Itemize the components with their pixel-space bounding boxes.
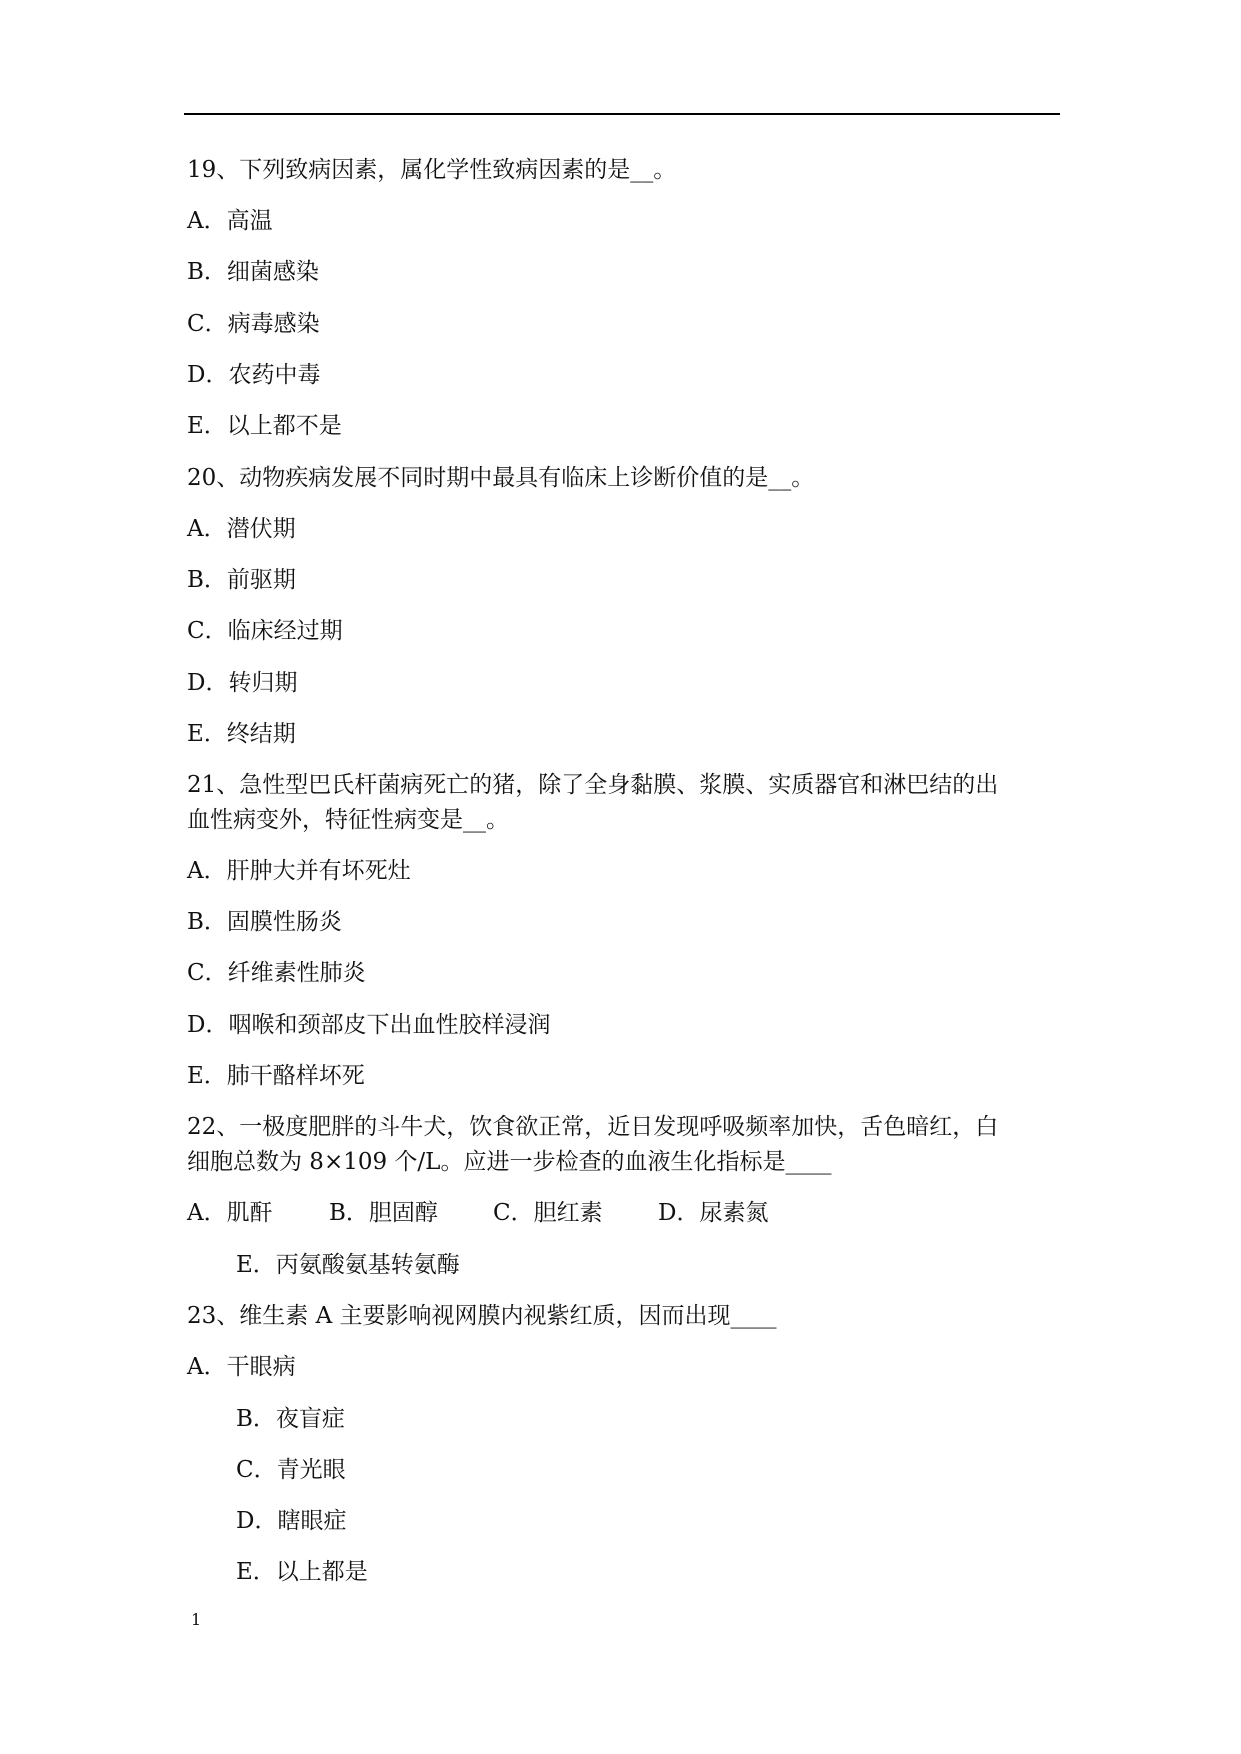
- option-e: E．丙氨酸氨基转氨酶: [236, 1252, 460, 1278]
- option-a: A．潜伏期: [187, 516, 296, 542]
- option-d: D．尿素氮: [658, 1200, 769, 1226]
- option-a: A．肝肿大并有坏死灶: [187, 858, 411, 884]
- header-rule: [184, 113, 1060, 115]
- question-stem-line-1: 21、急性型巴氏杆菌病死亡的猪，除了全身黏膜、浆膜、实质器官和淋巴结的出: [187, 772, 999, 798]
- option-c: C．青光眼: [236, 1457, 346, 1483]
- option-c: C．病毒感染: [187, 311, 320, 337]
- option-c: C．临床经过期: [187, 618, 343, 644]
- option-b: B．前驱期: [187, 567, 296, 593]
- option-b: B．固膜性肠炎: [187, 909, 342, 935]
- question-stem-line-2: 细胞总数为 8×109 个/L。应进一步检查的血液生化指标是____: [187, 1149, 832, 1175]
- option-d: D．瞎眼症: [236, 1508, 347, 1534]
- option-a: A．肌酐: [187, 1200, 273, 1226]
- option-b: B．夜盲症: [236, 1406, 345, 1432]
- option-b: B．胆固醇: [329, 1200, 438, 1226]
- option-d: D．农药中毒: [187, 362, 321, 388]
- option-a: A．干眼病: [187, 1354, 296, 1380]
- option-e: E．以上都不是: [187, 413, 342, 439]
- question-stem: 20、动物疾病发展不同时期中最具有临床上诊断价值的是__。: [187, 465, 815, 491]
- option-c: C．胆红素: [493, 1200, 603, 1226]
- option-e: E．以上都是: [236, 1559, 368, 1585]
- option-d: D．转归期: [187, 670, 298, 696]
- question-stem: 19、下列致病因素，属化学性致病因素的是__。: [187, 157, 677, 183]
- option-d: D．咽喉和颈部皮下出血性胶样浸润: [187, 1012, 551, 1038]
- question-stem: 23、维生素 A 主要影响视网膜内视紫红质，因而出现____: [187, 1303, 777, 1329]
- question-stem-line-1: 22、一极度肥胖的斗牛犬，饮食欲正常，近日发现呼吸频率加快，舌色暗红，白: [187, 1114, 999, 1140]
- page-number: 1: [191, 1610, 202, 1629]
- question-stem-line-2: 血性病变外，特征性病变是__。: [187, 807, 509, 833]
- option-e: E．终结期: [187, 721, 296, 747]
- option-a: A．高温: [187, 208, 273, 234]
- option-e: E．肺干酪样坏死: [187, 1063, 365, 1089]
- option-b: B．细菌感染: [187, 259, 319, 285]
- option-c: C．纤维素性肺炎: [187, 960, 366, 986]
